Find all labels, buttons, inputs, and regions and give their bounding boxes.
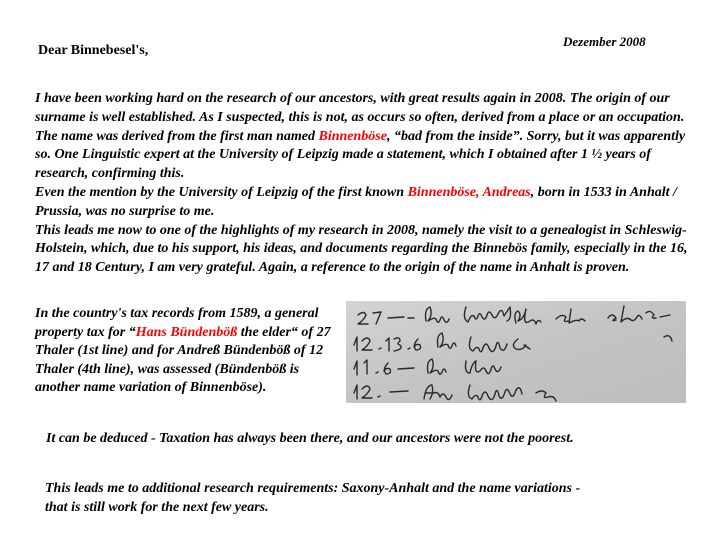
paragraph-genealogist: This leads me now to one of the highlights of my research in 2008, namely the visit to a genealogist in Schleswig-Holstein, which, due to his support, his ideas, and documents regarding the Binnebös family, especially in the 16, 17 and 18 Century, I am very grateful. Again, a reference to the origin of the name in Anhalt is proven.: [35, 222, 688, 276]
closing-line-1: This leads me to additional research requirements: Saxony-Anhalt and the name variations -: [45, 481, 581, 496]
paragraph-tax-part2: the elder“ of 27 Thaler (1st line) and for Andreß Bündenböß of 12 Thaler (4th line), was assessed (Bündenböß is another name variation of Binnenböse).: [35, 324, 331, 395]
paragraph-tax: [35, 305, 340, 398]
tax-record-text: [35, 305, 340, 398]
salutation: Dear Binnebesel's,: [38, 43, 149, 58]
paragraph-leipzig: [35, 184, 703, 222]
tax-record-scan-image: [346, 301, 686, 403]
paragraph-leipzig-part2: , born in 1533 in Anhalt / Prussia, was no surprise to me.: [35, 184, 677, 219]
highlighted-name: Binnenböse, Andreas: [407, 184, 531, 200]
letter-date: Dezember 2008: [563, 34, 646, 49]
handwriting-illustration: [346, 301, 686, 403]
paragraph-origin-part1: I have been working hard on the research of our ancestors, with great results again in 2008. The origin of our surname is well established. As I suspected, this is not, as occurs so often, derived from a place or an occupation. The name was derived from the first man named: [35, 91, 685, 144]
paragraph-origin: [35, 90, 703, 184]
highlighted-name: Hans Bündenböß: [135, 324, 238, 340]
highlighted-name: Binnenböse: [318, 128, 387, 144]
closing-text: [45, 480, 685, 517]
letter-body: [35, 90, 703, 278]
conclusion-text: It can be deduced - Taxation has always been there, and our ancestors were not the poorest.: [46, 431, 574, 446]
paragraph-tax-part1: In the country's tax records from 1589, a general property tax for “: [35, 306, 319, 340]
paragraph-leipzig-part1: Even the mention by the University of Leipzig of the first known: [35, 184, 408, 200]
paragraph-origin-part2: , “bad from the inside”. Sorry, but it was apparently so. One Linguistic expert at the University of Leipzig made a statement, which I obtained after 1 ½ years of research, confirming this.: [35, 128, 686, 182]
closing-line-2: that is still work for the next few years.: [45, 499, 269, 515]
